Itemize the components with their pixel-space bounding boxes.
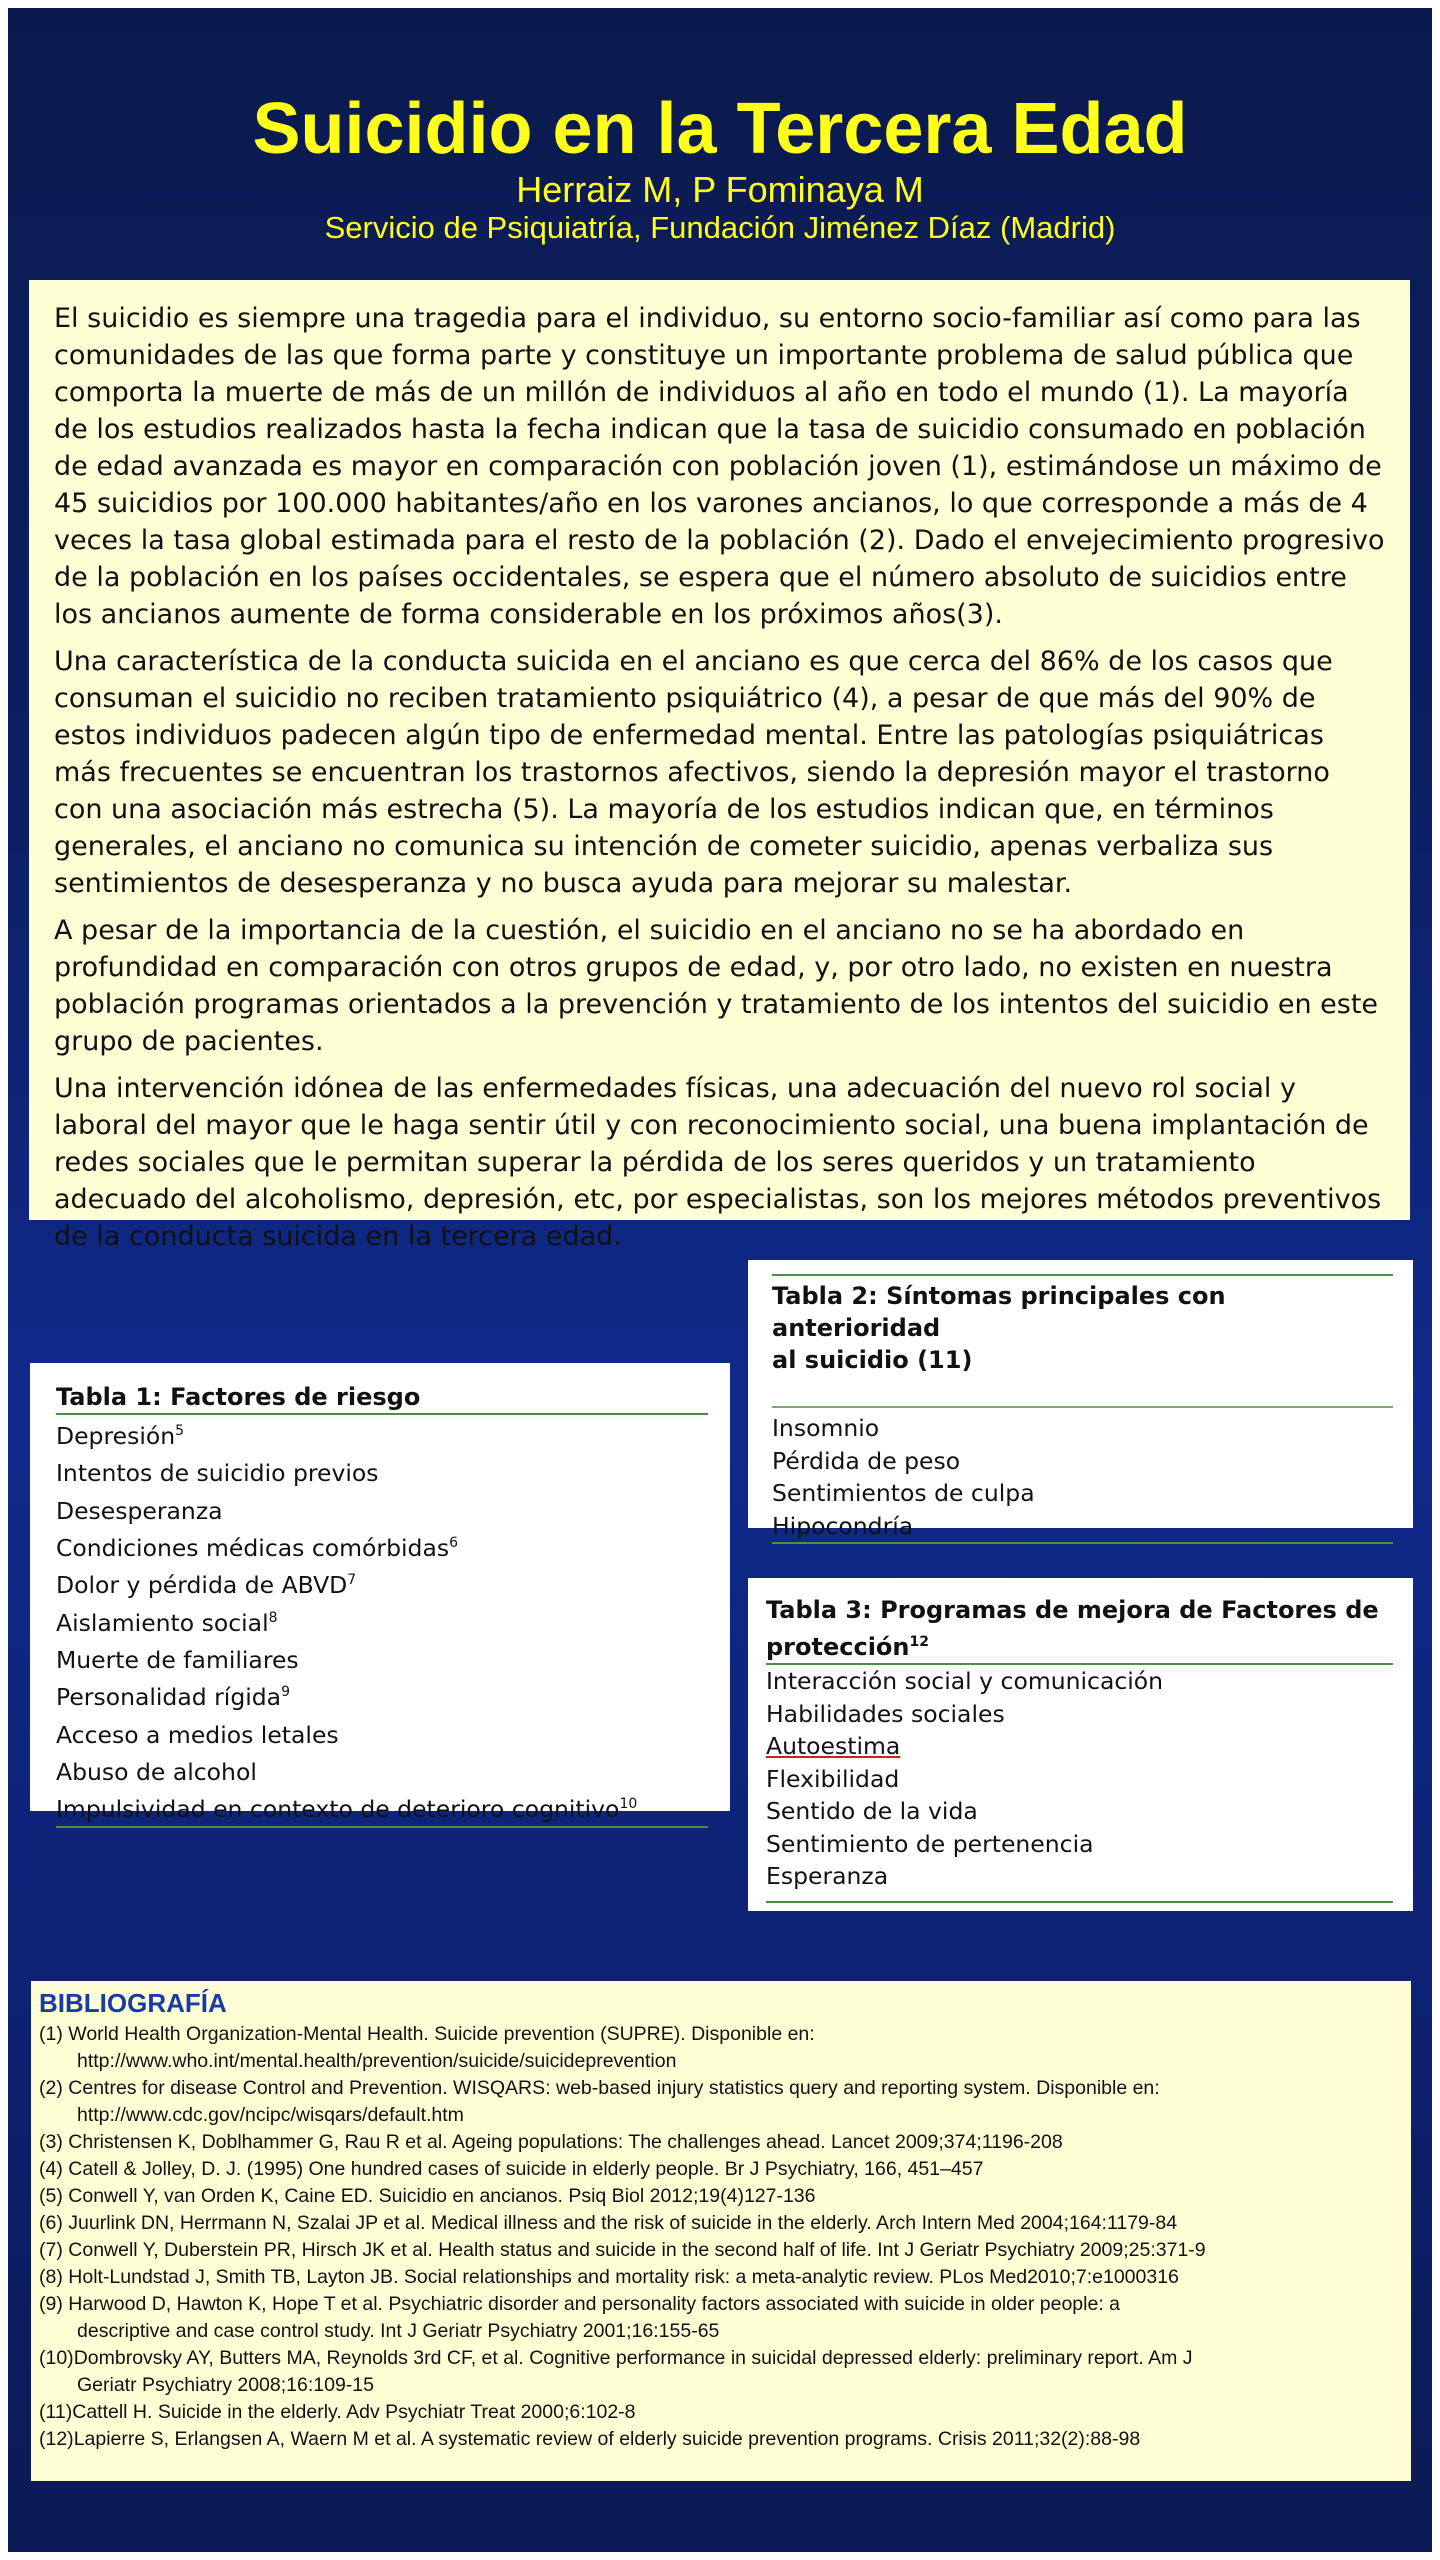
authors: Herraiz M, P Fominaya M <box>516 169 924 210</box>
bibliography-entry: (12)Lapierre S, Erlangsen A, Waern M et al. A systematic review of elderly suicide prevention programs. Crisis 2011;32(2):88-98 <box>39 2428 1141 2450</box>
list-item: Impulsividad en contexto de deterioro cognitivo$^{10}$ <box>56 1795 638 1824</box>
table-rule <box>772 1542 1393 1544</box>
bibliography-entry: (11)Cattell H. Suicide in the elderly. Adv Psychiatr Treat 2000;6:102-8 <box>39 2401 636 2423</box>
list-item: Muerte de familiares <box>56 1645 299 1674</box>
poster-header <box>8 88 1432 246</box>
introduction-panel <box>29 280 1410 1252</box>
list-item: Dolor y pérdida de ABVD$^7$ <box>56 1571 357 1600</box>
table-main-symptoms <box>748 1260 1413 1540</box>
table-list <box>56 1415 708 1826</box>
list-item: Autoestima <box>766 1732 901 1760</box>
table-title: protección$^{12}$ <box>766 1633 929 1661</box>
bibliography-panel <box>31 1981 1411 2481</box>
table-rule <box>772 1406 1393 1408</box>
list-item: Depresión$^5$ <box>56 1421 185 1450</box>
list-item: Aislamiento social$^8$ <box>56 1608 278 1637</box>
table-rule <box>56 1826 708 1828</box>
poster-background <box>8 8 1432 2552</box>
list-item: Personalidad rígida$^9$ <box>56 1683 291 1712</box>
list-item: Habilidades sociales <box>766 1699 1005 1728</box>
bibliography-title: BIBLIOGRAFÍA <box>39 1988 227 2018</box>
table-title: Tabla 3: Programas de mejora de Factores de <box>766 1596 1379 1624</box>
bibliography-entry: (2) Centres for disease Control and Prevention. WISQARS: web-based injury statistics query and reporting system. Disponible en: http://www.cdc.gov/ncipc/wisqars/default.htm <box>39 2077 1160 2126</box>
table-title: Tabla 2: Síntomas principales con anterioridad <box>772 1282 1226 1342</box>
bibliography-entry: (6) Juurlink DN, Herrmann N, Szalai JP et al. Medical illness and the risk of suicide in the elderly. Arch Intern Med 2004;164:1179-84 <box>39 2212 1178 2234</box>
table-protection-programs <box>748 1578 1413 1911</box>
bibliography-entry: (8) Holt-Lundstad J, Smith TB, Layton JB. Social relationships and mortality risk: a meta-analytic review. PLos Med2010;7:e1000316 <box>39 2266 1179 2288</box>
bibliography-entry: (1) World Health Organization-Mental Health. Suicide prevention (SUPRE). Disponible en: http://www.who.int/mental.health/prevention/suicide/suicideprevention <box>39 2023 815 2072</box>
list-item: Sentido de la vida <box>766 1797 978 1825</box>
bibliography-entry: (7) Conwell Y, Duberstein PR, Hirsch JK et al. Health status and suicide in the second half of life. Int J Geriatr Psychiatry 2009;25:371-9 <box>39 2239 1206 2261</box>
bibliography-entry: (9) Harwood D, Hawton K, Hope T et al. Psychiatric disorder and personality factors associated with suicide in older people: a descriptive and case control study. Int J Geriatr Psychiatry 2001;16:155-65 <box>39 2293 1120 2342</box>
poster-title: Suicidio en la Tercera Edad <box>252 89 1188 169</box>
list-item: Sentimientos de culpa <box>772 1479 1035 1507</box>
list-item: Pérdida de peso <box>772 1446 961 1475</box>
table-risk-factors <box>30 1363 730 1824</box>
list-item: Esperanza <box>766 1862 889 1890</box>
intro-paragraph: A pesar de la importancia de la cuestión, el suicidio en el anciano no se ha abordado en profundidad en comparación con otros grupos de edad, y, por otro lado, no existen en nuestra población programas orientados a la prevención y tratamiento de los intentos del suicidio en este grupo de pacientes. <box>54 915 1379 1057</box>
intro-paragraph: El suicidio es siempre una tragedia para el individuo, su entorno socio-familiar así como para las comunidades de las que forma parte y constituye un importante problema de salud pública que comporta la muerte de más de un millón de individuos al año en todo el mundo (1). La mayoría de los estudios realizados hasta la fecha indican que la tasa de suicidio consumado en población de edad avanzada es mayor en comparación con población joven (1), estimándose un máximo de 45 suicidios por 100.000 habitantes/año en los varones ancianos, lo que corresponde a más de 4 veces la tasa global estimada para el resto de la población (2). Dado el envejecimiento progresivo de la población en los países occidentales, se espera que el número absoluto de suicidios entre los ancianos aumente de forma considerable en los próximos años(3). <box>54 303 1385 630</box>
table-title: Tabla 1: Factores de riesgo <box>56 1383 421 1411</box>
list-item: Acceso a medios letales <box>56 1720 339 1749</box>
list-item: Intentos de suicidio previos <box>56 1459 379 1488</box>
list-item: Sentimiento de pertenencia <box>766 1829 1094 1858</box>
table-rule <box>772 1274 1393 1276</box>
affiliation: Servicio de Psiquiatría, Fundación Jiménez Díaz (Madrid) <box>324 210 1116 245</box>
bibliography-entry: (4) Catell & Jolley, D. J. (1995) One hundred cases of suicide in elderly people. Br J Psychiatry, 166, 451–457 <box>39 2158 984 2180</box>
table-rule <box>766 1901 1393 1903</box>
bibliography-entry: (10)Dombrovsky AY, Butters MA, Reynolds 3rd CF, et al. Cognitive performance in suicidal depressed elderly: preliminary report. Am J Geriatr Psychiatry 2008;16:109-15 <box>39 2347 1193 2396</box>
list-item: Desesperanza <box>56 1496 223 1525</box>
intro-paragraph: Una característica de la conducta suicida en el anciano es que cerca del 86% de los casos que consuman el suicidio no reciben tratamiento psiquiátrico (4), a pesar de que más del 90% de estos individuos padecen algún tipo de enfermedad mental. Entre las patologías psiquiátricas más frecuentes se encuentran los trastornos afectivos, siendo la depresión mayor el trastorno con una asociación más estrecha (5). La mayoría de los estudios indican que, en términos generales, el anciano no comunica su intención de cometer suicidio, apenas verbaliza sus sentimientos de desesperanza y no busca ayuda para mejorar su malestar. <box>54 646 1333 899</box>
list-item: Interacción social y comunicación <box>766 1667 1164 1695</box>
list-item: Insomnio <box>772 1414 880 1442</box>
list-item: Abuso de alcohol <box>56 1757 257 1786</box>
list-item: Condiciones médicas comórbidas$^6$ <box>56 1533 459 1562</box>
bibliography-entry: (3) Christensen K, Doblhammer G, Rau R et al. Ageing populations: The challenges ahead. Lancet 2009;374;1196-208 <box>39 2131 1063 2153</box>
table-title: al suicidio (11) <box>772 1346 973 1374</box>
bibliography-entry: (5) Conwell Y, van Orden K, Caine ED. Suicidio en ancianos. Psiq Biol 2012;19(4)127-136 <box>39 2185 816 2207</box>
list-item: Flexibilidad <box>766 1764 900 1793</box>
list-item: Hipocondría <box>772 1511 914 1540</box>
intro-paragraph: Una intervención idónea de las enfermedades físicas, una adecuación del nuevo rol social y laboral del mayor que le haga sentir útil y con reconocimiento social, una buena implantación de redes sociales que le permitan superar la pérdida de los seres queridos y un tratamiento adecuado del alcoholismo, depresión, etc, por especialistas, son los mejores métodos preventivos de la conducta suicida en la tercera edad. <box>54 1073 1382 1252</box>
